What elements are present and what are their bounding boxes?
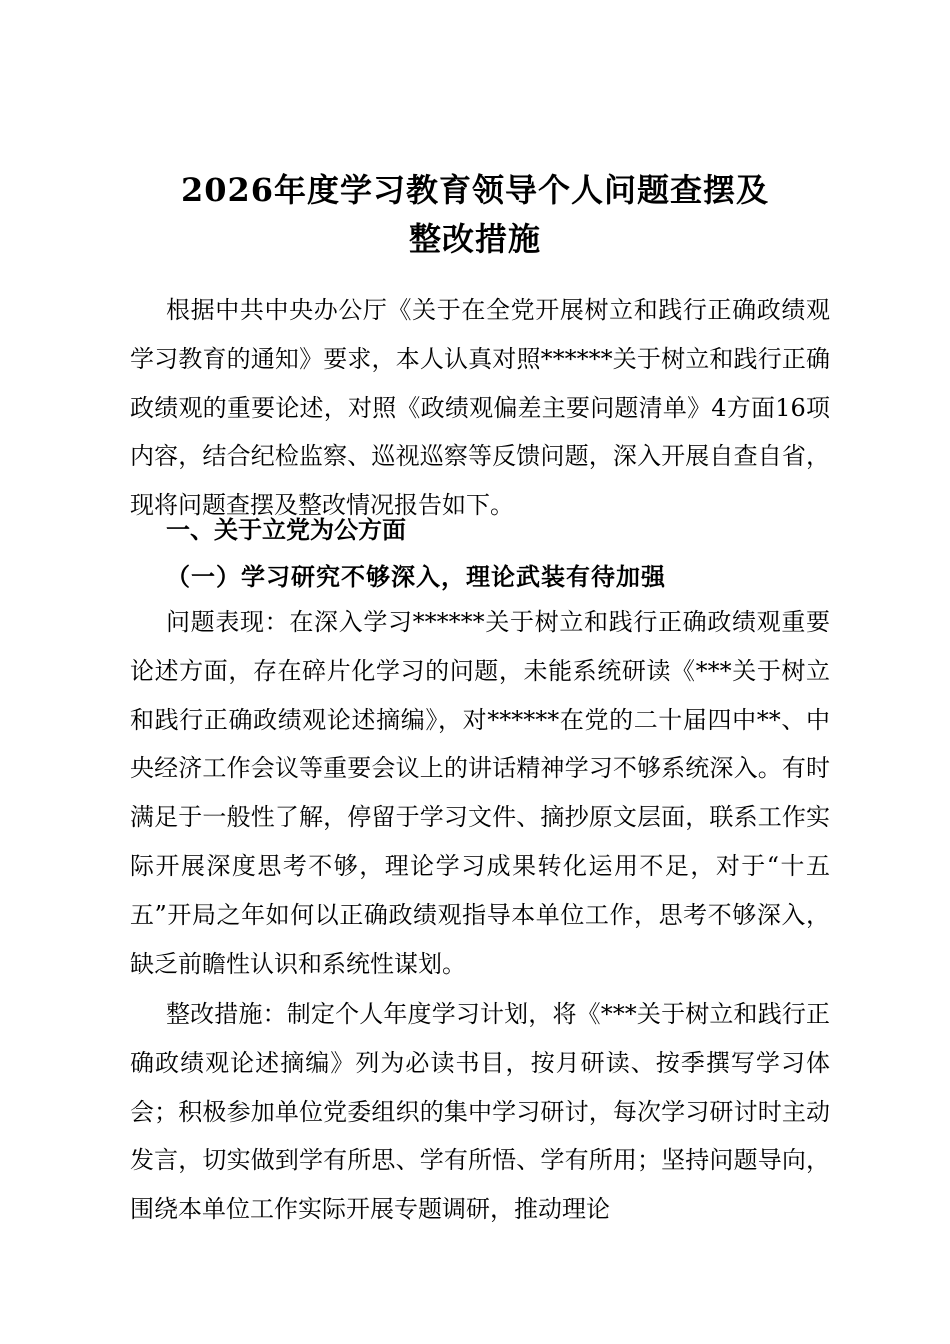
document-title-line-2: 整改措施 [408,220,541,258]
problem-paragraph: 问题表现：在深入学习******关于树立和践行正确政绩观重要论述方面，存在碎片化学习的问题，未能系统研读《***关于树立和践行正确政绩观论述摘编》，对******在党的二十届四中**、中央经济工作会议等重要会议上的讲话精神学习不够系统深入。有时满足于一般性了解，停留于学习文件、摘抄原文层面，联系工作实际开展深度思考不够，理论学习成果转化运用不足，对于“十五五”开局之年如何以正确政绩观指导本单位工作，思考不够深入，缺乏前瞻性认识和系统性谋划。 [130,608,830,978]
document-title-line-1: 2026年度学习教育领导个人问题查摆及 [180,171,770,209]
section-heading-1: 一、关于立党为公方面 [166,515,406,544]
intro-paragraph: 根据中共中央办公厅《关于在全党开展树立和践行正确政绩观学习教育的通知》要求，本人认真对照******关于树立和践行正确政绩观的重要论述，对照《政绩观偏差主要问题清单》4方面16项内容，结合纪检监察、巡视巡察等反馈问题，深入开展自查自省，现将问题查摆及整改情况报告如下。 [130,296,830,520]
subsection-heading-1: （一）学习研究不够深入，理论武装有待加强 [166,562,666,591]
measures-paragraph: 整改措施：制定个人年度学习计划，将《***关于树立和践行正确政绩观论述摘编》列为必读书目，按月研读、按季撰写学习体会；积极参加单位党委组织的集中学习研讨，每次学习研讨时主动发言，切实做到学有所思、学有所悟、学有所用；坚持问题导向，围绕本单位工作实际开展专题调研，推动理论 [130,1000,830,1224]
